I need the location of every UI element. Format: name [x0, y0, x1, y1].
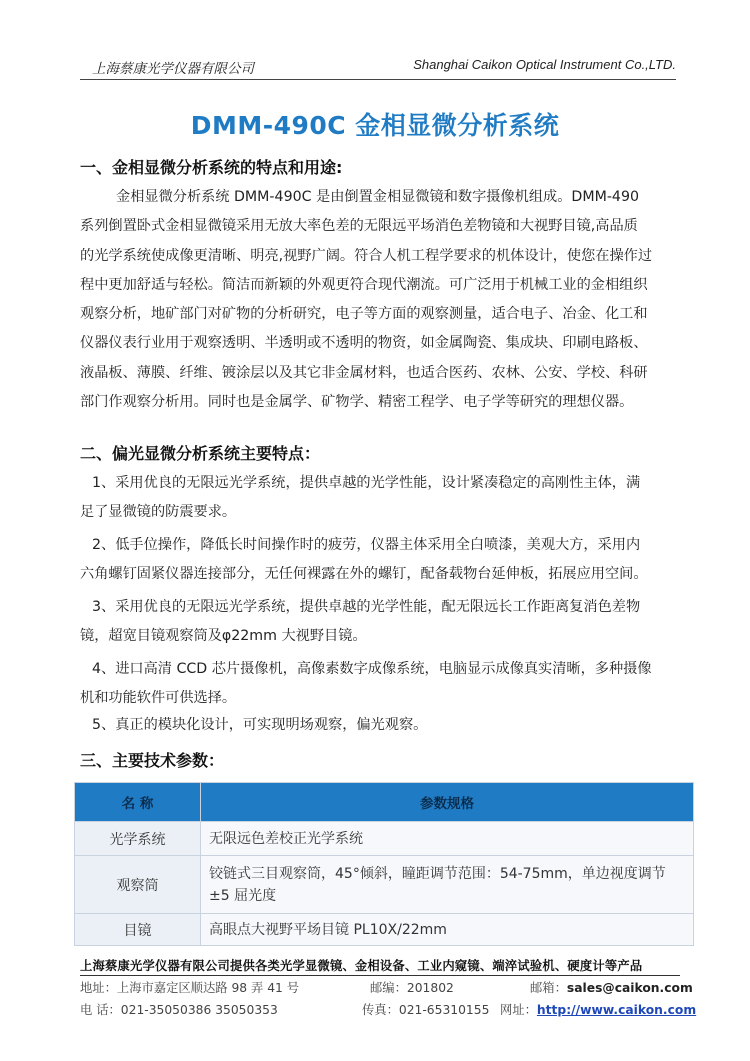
footer-email[interactable]: 邮箱：sales@caikon.com: [530, 981, 693, 995]
row-value: 无限远色差校正光学系统: [201, 822, 694, 856]
row-name: 观察筒: [75, 856, 201, 914]
page-footer: [80, 956, 697, 1020]
table-row: [75, 822, 694, 856]
footer-row-phone: [80, 1000, 697, 1020]
header-company-cn: 上海蔡康光学仪器有限公司: [92, 61, 254, 77]
row-value: 铰链式三目观察筒，45°倾斜，瞳距调节范围：54-75mm，单边视度调节 ±5 屈光度: [201, 856, 694, 914]
column-header-name: 名 称: [75, 783, 201, 822]
footer-row-address: [80, 978, 693, 998]
list-item: 1、采用优良的无限远光学系统，提供卓越的光学性能，设计紧凑稳定的高刚性主体，满 足了显微镜的防震要求。: [80, 475, 641, 521]
page-title: DMM-490C 金相显微分析系统: [190, 111, 560, 140]
para-line: 仪器仪表行业用于观察透明、半透明或不透明的物资，如金属陶瓷、集成块、印刷电路板、: [80, 335, 648, 352]
website-link: http://www.caikon.com: [536, 1003, 697, 1017]
row-value: 高眼点大视野平场目镜 PL10X/22mm: [201, 914, 694, 946]
para-line: 程中更加舒适与轻松。简洁而新颖的外观更符合现代潮流。可广泛用于机械工业的金相组织: [80, 276, 648, 293]
row-name: 目镜: [75, 914, 201, 946]
list-item: 4、进口高清 CCD 芯片摄像机，高像素数字成像系统，电脑显示成像真实清晰，多种摄像 机和功能软件可供选择。: [80, 661, 652, 707]
table-header-row: [75, 783, 694, 822]
para-line: 系列倒置卧式金相显微镜采用无放大率色差的无限远平场消色差物镜和大视野目镜,高品质: [80, 218, 638, 235]
para-line: 部门作观察分析用。同时也是金属学、矿物学、精密工程学、电子学等研究的理想仪器。: [80, 394, 634, 411]
section1-paragraph: [80, 183, 680, 417]
footer-fax: 传真：021-65310155: [362, 1003, 490, 1017]
section1-heading: 一、金相显微分析系统的特点和用途:: [80, 158, 343, 177]
section3-heading: 三、主要技术参数：: [80, 751, 225, 770]
footer-title: 上海蔡康光学仪器有限公司提供各类光学显微镜、金相设备、工业内窥镜、端淬试验机、硬度计等产品: [80, 956, 680, 976]
para-line: 的光学系统使成像更清晰、明亮,视野广阔。符合人机工程学要求的机体设计，使您在操作过: [80, 247, 653, 264]
para-line: 液晶板、薄膜、纤维、镀涂层以及其它非金属材料，也适合医药、农林、公安、学校、科研: [80, 364, 648, 381]
footer-website[interactable]: 网址：http://www.caikon.com: [500, 1003, 697, 1017]
list-item: 5、真正的模块化设计，可实现明场观察，偏光观察。: [92, 717, 428, 733]
section2-heading: 二、偏光显微分析系统主要特点：: [80, 444, 321, 463]
footer-address: 地址：上海市嘉定区顺达路 98 弄 41 号: [80, 981, 300, 995]
page-header: [80, 57, 676, 80]
para-line: 金相显微分析系统 DMM-490C 是由倒置金相显微镜和数字摄像机组成。DMM-490: [116, 189, 640, 205]
table-row: [75, 856, 694, 914]
spec-table: [74, 782, 694, 946]
list-item: 2、低手位操作，降低长时间操作时的疲劳，仪器主体采用全白喷漆，美观大方，采用内 六角螺钉固紧仪器连接部分，无任何裸露在外的螺钉，配备载物台延伸板，拓展应用空间。: [80, 537, 648, 583]
para-line: 观察分析，地矿部门对矿物的分析研究，电子等方面的观察测量，适合电子、冶金、化工和: [80, 306, 648, 323]
header-company-en: Shanghai Caikon Optical Instrument Co.,LTD.: [413, 57, 676, 72]
footer-postcode: 邮编：201802: [370, 981, 454, 995]
footer-phone: 电 话：021-35050386 35050353: [80, 1003, 278, 1017]
row-name: 光学系统: [75, 822, 201, 856]
table-row: [75, 914, 694, 946]
column-header-spec: 参数规格: [201, 783, 694, 822]
list-item: 3、采用优良的无限远光学系统，提供卓越的光学性能，配无限远长工作距离复消色差物 镜，超宽目镜观察筒及φ22mm 大视野目镜。: [80, 599, 641, 645]
